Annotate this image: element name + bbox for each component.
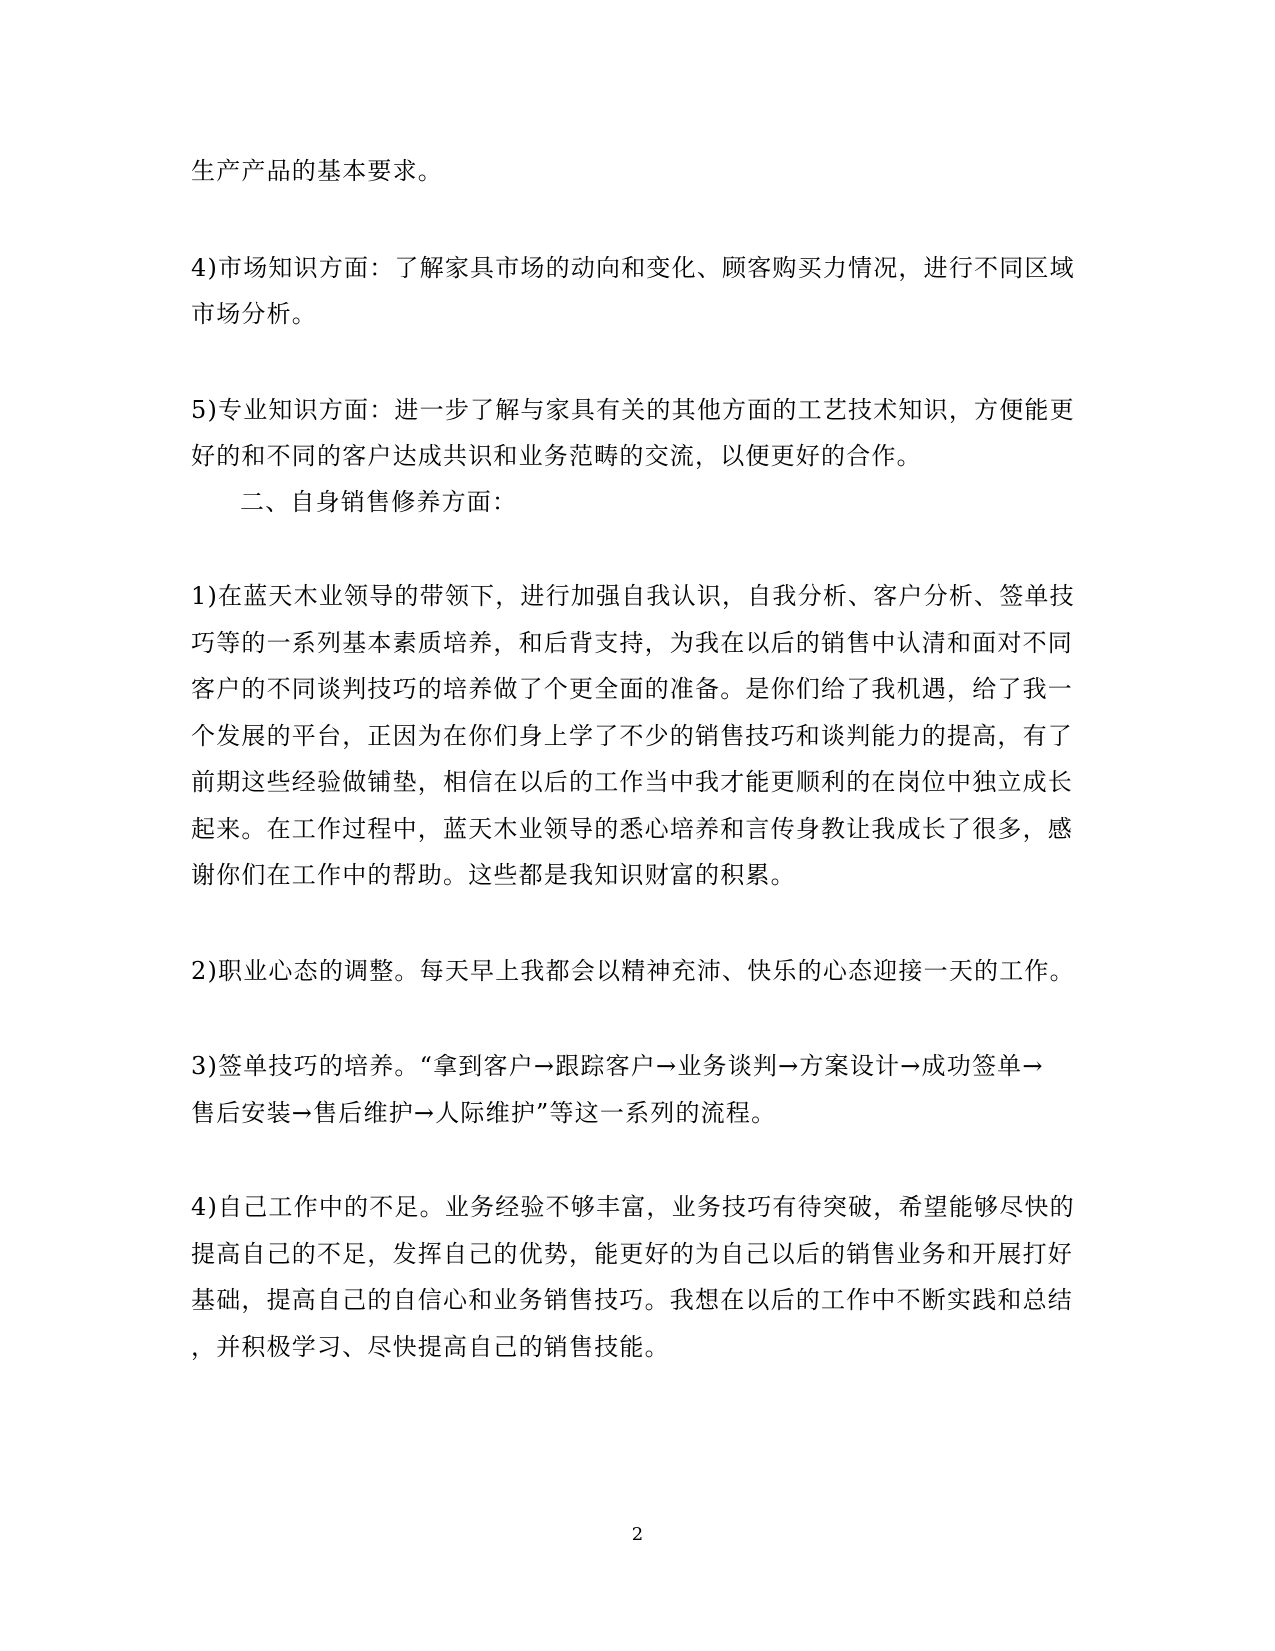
text-line: 客户的不同谈判技巧的培养做了个更全面的准备。是你们给了我机遇，给了我一 — [191, 675, 1073, 703]
text-line: 提高自己的不足，发挥自己的优势，能更好的为自己以后的销售业务和开展打好 — [191, 1240, 1073, 1268]
text-line: 生产产品的基本要求。 — [191, 157, 443, 185]
text-line: 3)签单技巧的培养。“拿到客户→跟踪客户→业务谈判→方案设计→成功签单→ — [191, 1052, 1044, 1080]
text-line: 1)在蓝天木业领导的带领下，进行加强自我认识，自我分析、客户分析、签单技 — [191, 582, 1075, 610]
text-line: 巧等的一系列基本素质培养，和后背支持，为我在以后的销售中认清和面对不同 — [191, 629, 1073, 657]
text-line: 基础，提高自己的自信心和业务销售技巧。我想在以后的工作中不断实践和总结 — [191, 1286, 1073, 1314]
text-line: ，并积极学习、尽快提高自己的销售技能。 — [191, 1333, 670, 1361]
text-line: 售后安装→售后维护→人际维护”等这一系列的流程。 — [191, 1099, 777, 1127]
text-line: 5)专业知识方面：进一步了解与家具有关的其他方面的工艺技术知识，方便能更 — [191, 396, 1075, 424]
text-line: 起来。在工作过程中，蓝天木业领导的悉心培养和言传身教让我成长了很多，感 — [191, 815, 1073, 843]
text-line: 个发展的平台，正因为在你们身上学了不少的销售技巧和谈判能力的提高，有了 — [191, 722, 1073, 750]
text-line: 2)职业心态的调整。每天早上我都会以精神充沛、快乐的心态迎接一天的工作。 — [191, 957, 1075, 985]
text-line: 市场分析。 — [191, 300, 317, 328]
text-line: 前期这些经验做铺垫，相信在以后的工作当中我才能更顺利的在岗位中独立成长 — [191, 768, 1073, 796]
text-line: 4)市场知识方面：了解家具市场的动向和变化、顾客购买力情况，进行不同区域 — [191, 254, 1075, 282]
text-line: 4)自己工作中的不足。业务经验不够丰富，业务技巧有待突破，希望能够尽快的 — [191, 1193, 1075, 1221]
page-number: 2 — [631, 1524, 644, 1545]
text-line: 谢你们在工作中的帮助。这些都是我知识财富的积累。 — [191, 861, 796, 889]
section-heading: 二、自身销售修养方面： — [240, 488, 518, 516]
text-line: 好的和不同的客户达成共识和业务范畴的交流，以便更好的合作。 — [191, 442, 922, 470]
